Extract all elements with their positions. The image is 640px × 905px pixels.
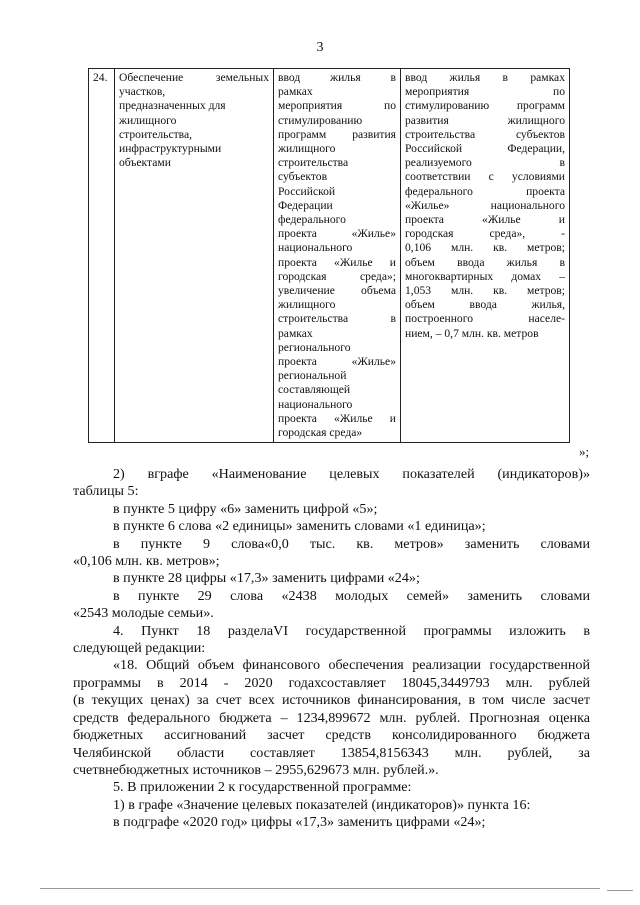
paragraph-line: 2) вграфе «Наименование целевых показателей (индикаторов)» (113, 466, 590, 482)
paragraph-line: 1) в графе «Значение целевых показателей (индикаторов)» пункта 16: (113, 796, 531, 813)
cell-line: 0,106 млн. кв. метров; (405, 241, 565, 255)
page-edge-mark (607, 890, 633, 891)
cell-line: строительства, (119, 127, 193, 141)
cell-line: 1,053 млн. кв. метров; (405, 284, 565, 298)
cell-line: реализуемого в (405, 156, 565, 170)
paragraph-line: «2543 молодые семьи». (73, 605, 214, 622)
cell-line: рамках (278, 326, 313, 340)
paragraph-line: счетвнебюджетных источников – 2955,629673 млн. рублей.». (73, 761, 439, 778)
cell-line: «Жилье» национального (405, 198, 565, 212)
cell-line: федерального (278, 213, 346, 227)
cell-line: нием, – 0,7 млн. кв. метров (405, 326, 539, 340)
closing-quote: »; (579, 444, 590, 459)
indicator-name-lines (119, 71, 269, 170)
cell-line: строительства в (278, 312, 396, 326)
cell-line: объектами (119, 156, 171, 170)
cell-line: программ развития (278, 127, 396, 141)
paragraph-line: в пункте 6 слова «2 единицы» заменить словами «1 единица»; (113, 518, 486, 535)
cell-line: строительства (278, 156, 349, 170)
cell-line: объем ввода жилья в (405, 255, 565, 269)
cell-line: Обеспечение земельных (119, 71, 269, 84)
cell-line: проекта «Жилье и (278, 411, 396, 425)
paragraph-line: бюджетных ассигнований засчет средств консолидированного бюджета (73, 727, 590, 744)
paragraph-line: средств федерального бюджета – 1234,899672 млн. рублей. Прогнозная оценка (73, 709, 590, 726)
paragraph-line: в пункте 5 цифру «6» заменить цифрой «5»; (113, 500, 378, 517)
paragraph-line: (в текущих ценах) за счет всех источников финансирования, в том числе засчет (73, 692, 590, 709)
cell-line: Федерации (278, 198, 333, 212)
cell-line: ввод жилья в (278, 71, 396, 84)
indicators-table (88, 68, 570, 443)
paragraph-line: Челябинской области составляет 13854,8156343 млн. рублей, за (73, 744, 590, 761)
cell-line: увеличение объема (278, 284, 396, 298)
cell-line: жилищного (278, 298, 336, 312)
cell-line: строительства субъектов (405, 127, 565, 141)
cell-line: национального (278, 397, 353, 411)
indicator-name-cell (115, 69, 274, 443)
cell-line: субъектов (278, 170, 328, 184)
cell-line: проекта «Жилье» (278, 355, 396, 369)
cell-line: Российской (278, 184, 336, 198)
cell-line: жилищного (278, 142, 336, 156)
paragraph-line: таблицы 5: (73, 483, 139, 500)
cell-line: инфраструктурными (119, 142, 222, 156)
cell-line: рамках (278, 85, 313, 99)
cell-line: составляющей (278, 383, 351, 397)
cell-line: ввод жилья в рамках (405, 71, 565, 84)
cell-line: объем ввода жилья, (405, 298, 565, 312)
row-number: 24. (89, 69, 115, 443)
cell-line: соответствии с условиями (405, 170, 565, 184)
indicator-value-cell-b (401, 69, 570, 443)
cell-line: жилищного (119, 113, 177, 127)
cell-line: Российской Федерации, (405, 142, 565, 156)
cell-line: мероприятия по (278, 99, 396, 113)
paragraph-line: «0,106 млн. кв. метров»; (73, 553, 220, 570)
paragraph-line: программы в 2014 - 2020 годахсоставляет 18045,3449793 млн. рублей (73, 674, 590, 691)
cell-line: городская среда» (278, 426, 363, 440)
paragraph-line: в пункте 28 цифры «17,3» заменить цифрами «24»; (113, 570, 420, 587)
paragraph-line: в пункте 29 слова «2438 молодых семей» заменить словами (113, 587, 590, 604)
paragraph-line: в пункте 9 слова«0,0 тыс. кв. метров» заменить словами (113, 535, 590, 552)
cell-line: многоквартирных домах – (405, 269, 565, 283)
cell-line: городская среда»; (278, 269, 396, 283)
indicator-a-lines (278, 71, 396, 440)
body-text (73, 466, 590, 832)
cell-line: городская среда», - (405, 227, 565, 241)
indicator-b-lines (405, 71, 565, 341)
cell-line: участков, (119, 85, 166, 99)
indicator-value-cell-a (274, 69, 401, 443)
cell-line: регионального (278, 340, 351, 354)
paragraph-line: следующей редакции: (73, 640, 206, 657)
cell-line: предназначенных для (119, 99, 226, 113)
cell-line: федерального проекта (405, 184, 565, 198)
cell-line: проекта «Жилье» (278, 227, 396, 241)
page-bottom-rule (40, 888, 600, 889)
cell-line: мероприятия по (405, 85, 565, 99)
cell-line: развития жилищного (405, 113, 565, 127)
paragraph-line: 4. Пункт 18 разделаVI государственной программы изложить в (113, 622, 590, 639)
cell-line: проекта «Жилье и (278, 255, 396, 269)
paragraph-line: «18. Общий объем финансового обеспечения реализации государственной (113, 657, 590, 674)
cell-line: проекта «Жилье и (405, 213, 565, 227)
table-row (89, 69, 570, 443)
cell-line: стимулированию (278, 113, 363, 127)
cell-line: стимулированию программ (405, 99, 565, 113)
paragraph-line: в подграфе «2020 год» цифры «17,3» заменить цифрами «24»; (113, 814, 486, 831)
cell-line: региональной (278, 369, 347, 383)
cell-line: национального (278, 241, 353, 255)
paragraph-line: 5. В приложении 2 к государственной программе: (113, 779, 412, 796)
page-number: 3 (316, 40, 324, 55)
cell-line: построенного населе- (405, 312, 565, 326)
